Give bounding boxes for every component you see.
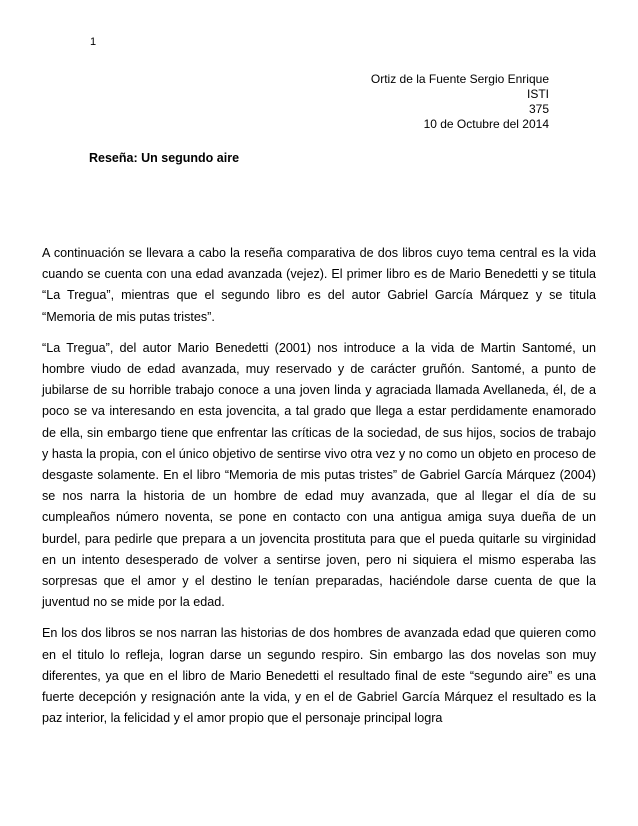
paragraph: “La Tregua”, del autor Mario Benedetti (2001) nos introduce a la vida de Martin Santomé, un hombre viudo de edad avanzada, muy reservado y de carácter gruñón. Santomé, a punto de jubilarse de su horrible trabajo conoce a una joven linda y agraciada llamada Avellaneda, él, de a poco se va interesando en esta jovencita, a tal grado que llega a estar perdidamente enamorado de ella, sin embargo tiene que enfrentar las críticas de la sociedad, de sus hijos, socios de trabajo y hasta la propia, con el único objetivo de sentirse vivo otra vez y no como un objeto en proceso de desgaste solamente. En el libro “Memoria de mis putas tristes” de Gabriel García Márquez (2004) se nos narra la historia de un hombre de edad muy avanzada, que al llegar el día de su cumpleaños número noventa, se pone en contacto con una antigua amiga suya dueña de un burdel, para pedirle que prepara a un jovencita prostituta para que el pueda quitarle su virginidad en un intento desesperado de volver a sentirse joven, pero ni siquiera el mismo esperaba las sorpresas que el amor y el destino le tenían preparadas, haciéndole darse cuenta de que la juventud no se mide por la edad.: [42, 340, 596, 610]
author-name: Ortiz de la Fuente Sergio Enrique: [370, 72, 549, 86]
body-text: [42, 243, 596, 739]
date: 10 de Octubre del 2014: [423, 117, 549, 131]
document-title: Reseña: Un segundo aire: [89, 151, 240, 165]
page-number: 1: [90, 36, 97, 48]
institution: ISTI: [526, 87, 549, 101]
paragraph: En los dos libros se nos narran las historias de dos hombres de avanzada edad que quieren como en el titulo lo refleja, logran darse un segundo respiro. Sin embargo las dos novelas son muy diferentes, ya que en el libro de Mario Benedetti el resultado final de este “segundo aire” es una fuerte decepción y resignación ante la vida, y en el de Gabriel García Márquez el resultado es la paz interior, la felicidad y el amor propio que el personaje principal logra: [42, 626, 596, 726]
group-number: 375: [528, 102, 549, 116]
paragraph: A continuación se llevara a cabo la reseña comparativa de dos libros cuyo tema central es la vida cuando se cuenta con una edad avanzada (vejez). El primer libro es de Mario Benedetti y se titula “La Tregua”, mientras que el segundo libro es del autor Gabriel García Márquez y se titula “Memoria de mis putas tristes”.: [42, 246, 596, 324]
header-block: [371, 72, 549, 132]
